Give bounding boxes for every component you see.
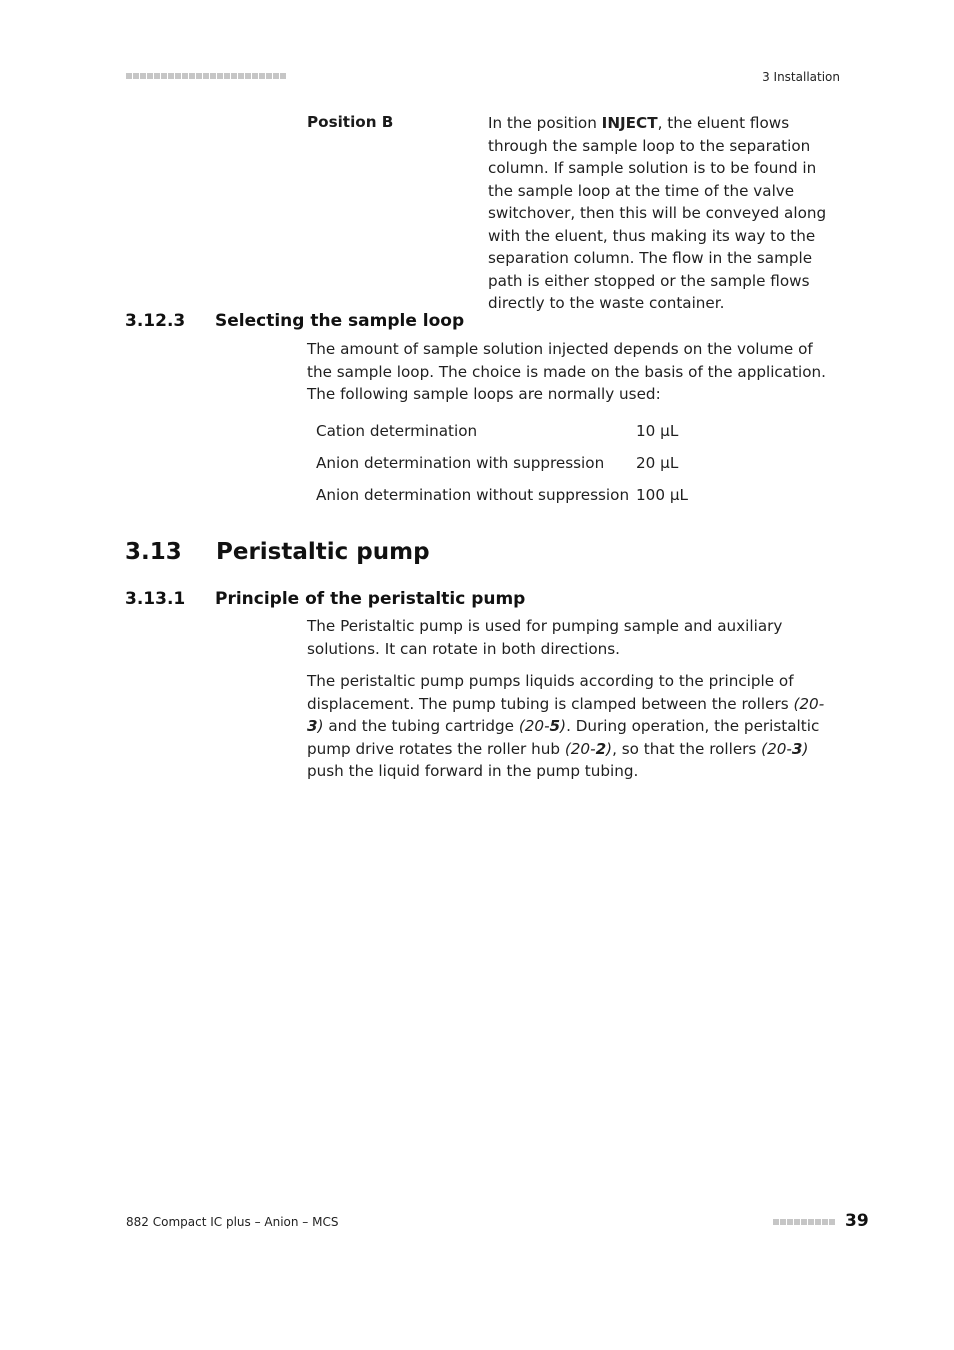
page-number: 39 bbox=[845, 1211, 869, 1231]
text-span: , so that the rollers bbox=[612, 739, 762, 758]
section-number: 3.12.3 bbox=[125, 311, 186, 331]
section-title: Selecting the sample loop bbox=[215, 311, 465, 331]
application-cell: Anion determination without suppression bbox=[316, 486, 630, 504]
table-row bbox=[307, 447, 688, 479]
text-span: and the tubing cartridge bbox=[323, 717, 519, 735]
volume-cell: 100 µL bbox=[636, 486, 688, 504]
section-number: 3.13 bbox=[125, 539, 182, 565]
volume-cell: 20 µL bbox=[636, 454, 679, 472]
header-decoration bbox=[126, 73, 286, 79]
sample-loop-paragraph: The amount of sample solution injected depends on the volume of the sample loop. The choice is made on the basis of the application. The following sample loops are normally used: bbox=[307, 340, 826, 403]
ref-number: 3 bbox=[791, 739, 803, 758]
section-number: 3.13.1 bbox=[125, 589, 186, 609]
section-title: Peristaltic pump bbox=[216, 539, 430, 565]
position-b-text bbox=[488, 112, 844, 315]
section-heading-3-12-3 bbox=[125, 311, 464, 331]
text-span: The peristaltic pump pumps liquids according to the principle of displacement. The pump tubing is clamped between the rollers bbox=[307, 672, 794, 713]
sample-loop-table bbox=[307, 415, 688, 511]
ref-suffix: ) bbox=[802, 739, 809, 758]
ref-suffix: ) bbox=[317, 717, 324, 735]
figure-reference bbox=[761, 740, 808, 758]
section-title: Principle of the peristaltic pump bbox=[215, 589, 526, 609]
table-row bbox=[307, 415, 688, 447]
section-heading-3-13 bbox=[125, 539, 430, 565]
ref-number: 5 bbox=[549, 717, 561, 735]
ref-suffix: ) bbox=[606, 739, 613, 758]
ref-suffix: ) bbox=[560, 717, 567, 735]
table-row bbox=[307, 479, 688, 511]
ref-prefix: (20- bbox=[564, 739, 596, 758]
pump-paragraph-1: The Peristaltic pump is used for pumping sample and auxiliary solutions. It can rotate in both directions. bbox=[307, 617, 783, 658]
position-b-label: Position B bbox=[307, 113, 394, 131]
ref-number: 2 bbox=[595, 739, 607, 758]
ref-prefix: (20- bbox=[518, 717, 550, 735]
volume-cell: 10 µL bbox=[636, 422, 679, 440]
section-heading-3-13-1 bbox=[125, 589, 525, 609]
application-cell: Cation determination bbox=[316, 422, 478, 440]
text-span: push the liquid forward in the pump tubing. bbox=[307, 762, 639, 780]
ref-prefix: (20- bbox=[793, 694, 825, 713]
ref-number: 3 bbox=[307, 717, 318, 735]
figure-reference bbox=[519, 717, 566, 735]
ref-prefix: (20- bbox=[761, 739, 792, 758]
application-cell: Anion determination with suppression bbox=[316, 454, 605, 472]
text-span: . During operation, the peristaltic pump drive rotates the roller hub bbox=[307, 717, 820, 758]
header-chapter: 3 Installation bbox=[762, 70, 840, 84]
footer-decoration bbox=[773, 1219, 835, 1225]
footer-document-title: 882 Compact IC plus – Anion – MCS bbox=[126, 1215, 339, 1229]
pump-paragraph-2 bbox=[307, 670, 837, 783]
position-b-text-start: In the position bbox=[488, 114, 602, 132]
figure-reference bbox=[565, 740, 612, 758]
position-b-text-end: , the eluent flows through the sample loop to the separation column. If sample solution is to be found in the sample loop at the time of the valve switchover, then this will be conveyed along with the eluent, thus making its way to the separation column. The flow in the sample path is either stopped or the sample flows directly to the waste container. bbox=[488, 114, 827, 312]
inject-keyword: INJECT bbox=[601, 114, 658, 132]
